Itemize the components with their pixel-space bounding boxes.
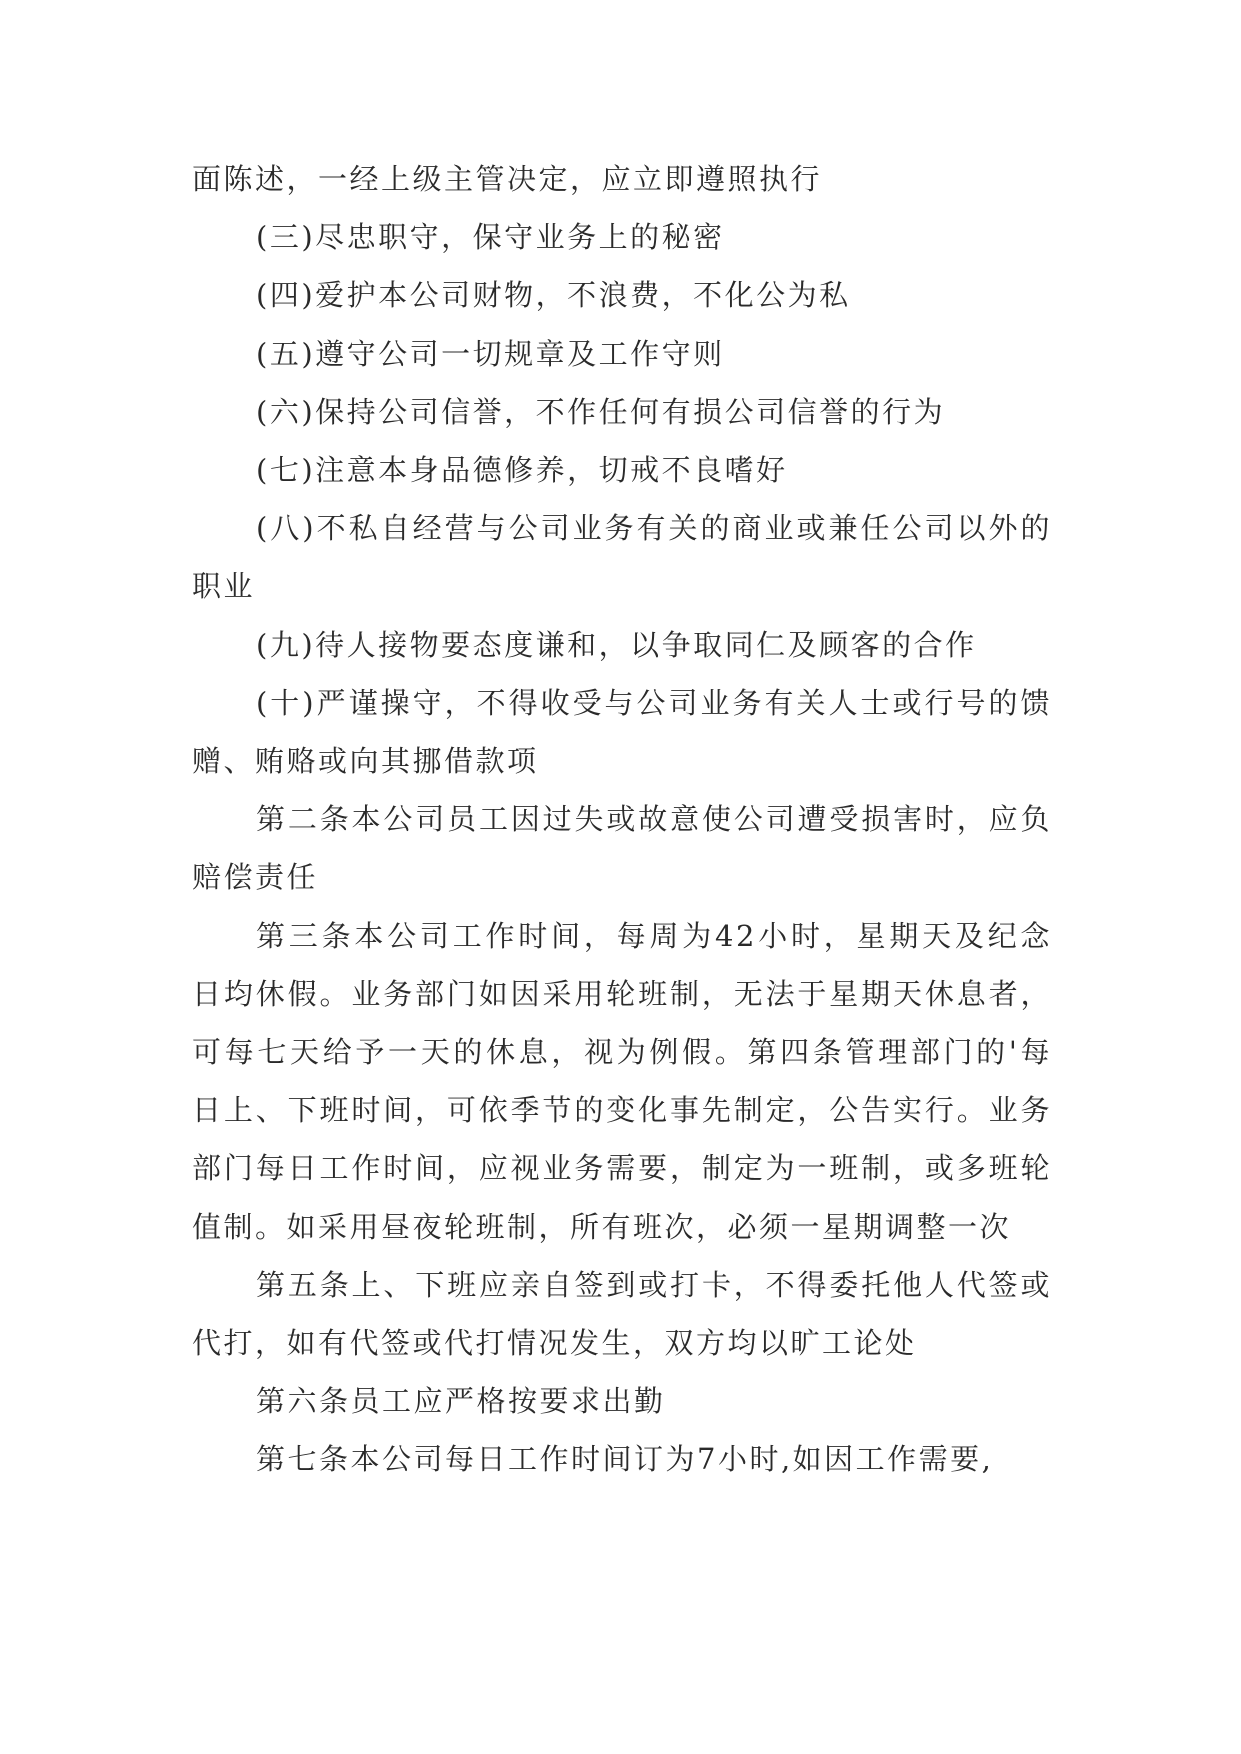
paragraph: (五)遵守公司一切规章及工作守则 — [256, 336, 725, 371]
paragraph: (九)待人接物要态度谦和，以争取同仁及顾客的合作 — [256, 627, 977, 662]
paragraph: 第六条员工应严格按要求出勤 — [256, 1384, 666, 1419]
paragraph: (六)保持公司信誉，不作任何有损公司信誉的行为 — [256, 394, 946, 429]
paragraph: (七)注意本身品德修养，切戒不良嗜好 — [256, 453, 788, 488]
paragraph: 第二条本公司员工因过失或故意使公司遭受损害时，应负赔偿责任 — [192, 802, 1052, 895]
paragraph: (八)不私自经营与公司业务有关的商业或兼任公司以外的职业 — [192, 511, 1052, 604]
paragraph: 第三条本公司工作时间，每周为42小时，星期天及纪念日均休假。业务部门如因采用轮班制，无法于星期天休息者，可每七天给予一天的休息，视为例假。第四条管理部门的'每日上、下班时间，可依季节的变化事先制定，公告实行。业务部门每日工作时间，应视业务需要，制定为一班制，或多班轮值制。如采用昼夜轮班制，所有班次，必须一星期调整一次 — [192, 918, 1052, 1244]
paragraph: (四)爱护本公司财物，不浪费，不化公为私 — [256, 278, 851, 313]
paragraph: 面陈述，一经上级主管决定，应立即遵照执行 — [192, 162, 823, 196]
paragraph: 第七条本公司每日工作时间订为7小时,如因工作需要, — [256, 1442, 994, 1477]
paragraph: (十)严谨操守，不得收受与公司业务有关人士或行号的馈赠、贿赂或向其挪借款项 — [192, 685, 1052, 779]
paragraph: 第五条上、下班应亲自签到或打卡，不得委托他人代签或代打，如有代签或代打情况发生，双方均以旷工论处 — [192, 1267, 1052, 1361]
paragraph: (三)尽忠职守，保守业务上的秘密 — [256, 220, 725, 255]
document-body — [192, 150, 1052, 1489]
